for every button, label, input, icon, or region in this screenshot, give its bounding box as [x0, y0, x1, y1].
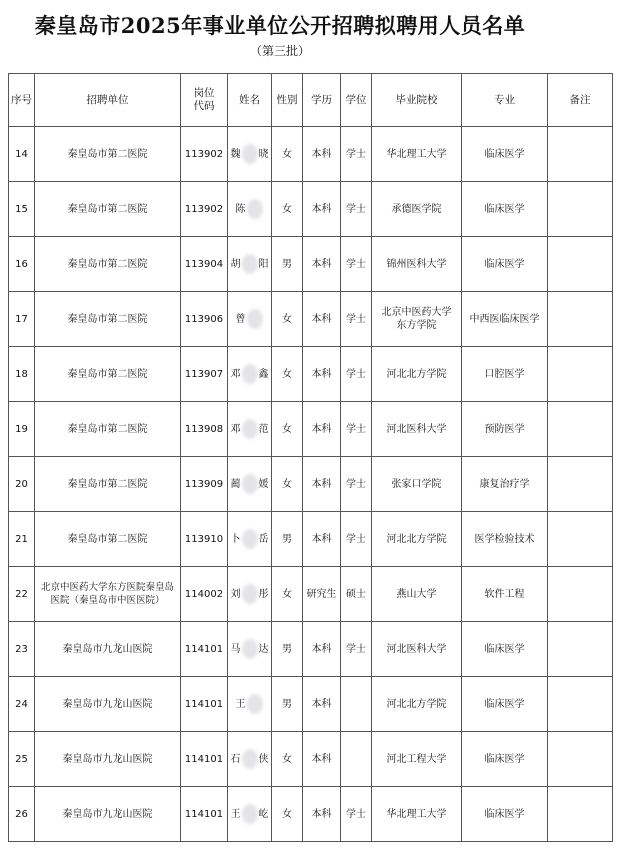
- cell-gender: 女: [272, 457, 303, 512]
- table-row: [9, 182, 613, 237]
- cell-code: 114101: [181, 732, 228, 787]
- cell-school: 河北医科大学: [372, 622, 462, 677]
- name-redaction-blur: [242, 804, 258, 824]
- name-redaction-blur: [247, 309, 263, 329]
- table-row: [9, 622, 613, 677]
- cell-edu: 本科: [303, 182, 341, 237]
- table-row: [9, 237, 613, 292]
- name-surname: 马: [230, 644, 241, 655]
- cell-name: [228, 567, 272, 622]
- name-redaction-blur: [242, 144, 258, 164]
- header-school: 毕业院校: [372, 74, 462, 127]
- cell-note: [548, 567, 613, 622]
- cell-gender: 男: [272, 237, 303, 292]
- cell-unit: 秦皇岛市九龙山医院: [35, 787, 181, 842]
- cell-unit: 秦皇岛市第二医院: [35, 512, 181, 567]
- cell-seq: 14: [9, 127, 35, 182]
- cell-degree: 学士: [341, 622, 372, 677]
- cell-name: [228, 732, 272, 787]
- cell-note: [548, 347, 613, 402]
- cell-unit: 秦皇岛市第二医院: [35, 457, 181, 512]
- name-redaction-blur: [242, 364, 258, 384]
- cell-note: [548, 182, 613, 237]
- cell-degree: 学士: [341, 787, 372, 842]
- name-redaction-blur: [242, 419, 258, 439]
- name-given: 岳: [258, 534, 269, 545]
- name-surname: 胡: [230, 259, 241, 270]
- cell-name: [228, 182, 272, 237]
- name-surname: 魏: [230, 149, 241, 160]
- cell-code: 113906: [181, 292, 228, 347]
- cell-code: 113909: [181, 457, 228, 512]
- cell-unit: 北京中医药大学东方医院秦皇岛医院（秦皇岛市中医医院）: [35, 567, 181, 622]
- cell-gender: 女: [272, 182, 303, 237]
- cell-note: [548, 512, 613, 567]
- cell-unit: 秦皇岛市九龙山医院: [35, 732, 181, 787]
- cell-code: 113907: [181, 347, 228, 402]
- cell-degree: 学士: [341, 457, 372, 512]
- header-seq: 序号: [9, 74, 35, 127]
- name-surname: 卜: [230, 534, 241, 545]
- cell-unit: 秦皇岛市第二医院: [35, 292, 181, 347]
- cell-major: 口腔医学: [462, 347, 548, 402]
- cell-code: 113902: [181, 127, 228, 182]
- cell-name: [228, 347, 272, 402]
- cell-edu: 本科: [303, 512, 341, 567]
- cell-name: [228, 127, 272, 182]
- cell-edu: 本科: [303, 787, 341, 842]
- cell-unit: 秦皇岛市第二医院: [35, 127, 181, 182]
- name-redaction-blur: [247, 694, 263, 714]
- cell-major: 临床医学: [462, 732, 548, 787]
- cell-code: 114002: [181, 567, 228, 622]
- cell-degree: [341, 677, 372, 732]
- cell-name: [228, 787, 272, 842]
- table-row: [9, 732, 613, 787]
- cell-degree: 学士: [341, 127, 372, 182]
- cell-gender: 女: [272, 127, 303, 182]
- header-code: 岗位代码: [181, 74, 228, 127]
- cell-seq: 17: [9, 292, 35, 347]
- cell-unit: 秦皇岛市第二医院: [35, 347, 181, 402]
- cell-seq: 20: [9, 457, 35, 512]
- cell-code: 114101: [181, 787, 228, 842]
- cell-unit: 秦皇岛市第二医院: [35, 237, 181, 292]
- name-redaction-blur: [242, 529, 258, 549]
- cell-school: 河北北方学院: [372, 677, 462, 732]
- cell-seq: 22: [9, 567, 35, 622]
- cell-school: 北京中医药大学东方学院: [372, 292, 462, 347]
- table-row: [9, 292, 613, 347]
- cell-school: 河北医科大学: [372, 402, 462, 457]
- cell-code: 113904: [181, 237, 228, 292]
- cell-seq: 24: [9, 677, 35, 732]
- name-redaction-blur: [242, 474, 258, 494]
- name-surname: 刘: [230, 589, 241, 600]
- cell-major: 临床医学: [462, 237, 548, 292]
- cell-seq: 25: [9, 732, 35, 787]
- cell-edu: 本科: [303, 347, 341, 402]
- name-given: 鑫: [258, 369, 269, 380]
- cell-major: 康复治疗学: [462, 457, 548, 512]
- cell-seq: 18: [9, 347, 35, 402]
- name-surname: 王: [235, 699, 246, 710]
- name-redaction-blur: [242, 749, 258, 769]
- cell-gender: 男: [272, 622, 303, 677]
- cell-edu: 本科: [303, 622, 341, 677]
- cell-degree: 学士: [341, 237, 372, 292]
- cell-name: [228, 677, 272, 732]
- cell-seq: 26: [9, 787, 35, 842]
- cell-unit: 秦皇岛市第二医院: [35, 402, 181, 457]
- name-given: 屹: [258, 809, 269, 820]
- cell-seq: 21: [9, 512, 35, 567]
- cell-edu: 本科: [303, 402, 341, 457]
- cell-degree: 学士: [341, 182, 372, 237]
- header-gender: 性别: [272, 74, 303, 127]
- cell-note: [548, 402, 613, 457]
- header-unit: 招聘单位: [35, 74, 181, 127]
- cell-edu: 本科: [303, 237, 341, 292]
- name-redaction-blur: [242, 639, 258, 659]
- cell-major: 中西医临床医学: [462, 292, 548, 347]
- header-major: 专业: [462, 74, 548, 127]
- cell-major: 临床医学: [462, 787, 548, 842]
- name-redaction-blur: [242, 254, 258, 274]
- cell-gender: 女: [272, 567, 303, 622]
- header-note: 备注: [548, 74, 613, 127]
- cell-gender: 男: [272, 677, 303, 732]
- cell-name: [228, 292, 272, 347]
- cell-gender: 女: [272, 402, 303, 457]
- cell-degree: 学士: [341, 292, 372, 347]
- cell-school: 燕山大学: [372, 567, 462, 622]
- cell-code: 113908: [181, 402, 228, 457]
- name-given: 达: [258, 644, 269, 655]
- name-surname: 蔺: [230, 479, 241, 490]
- cell-name: [228, 457, 272, 512]
- name-redaction-blur: [242, 584, 258, 604]
- cell-note: [548, 622, 613, 677]
- cell-unit: 秦皇岛市第二医院: [35, 182, 181, 237]
- name-given: 彤: [258, 589, 269, 600]
- cell-note: [548, 292, 613, 347]
- cell-degree: 学士: [341, 402, 372, 457]
- table-row: [9, 512, 613, 567]
- page-title: 秦皇岛市2025年事业单位公开招聘拟聘用人员名单: [34, 13, 526, 38]
- cell-degree: 学士: [341, 347, 372, 402]
- name-redaction-blur: [247, 199, 263, 219]
- cell-school: 河北工程大学: [372, 732, 462, 787]
- cell-edu: 研究生: [303, 567, 341, 622]
- cell-code: 114101: [181, 622, 228, 677]
- table-row: [9, 457, 613, 512]
- cell-edu: 本科: [303, 292, 341, 347]
- cell-code: 113902: [181, 182, 228, 237]
- cell-school: 河北北方学院: [372, 512, 462, 567]
- table-row: [9, 347, 613, 402]
- personnel-table: [8, 73, 613, 842]
- name-surname: 王: [230, 809, 241, 820]
- header-degree: 学位: [341, 74, 372, 127]
- cell-code: 114101: [181, 677, 228, 732]
- cell-name: [228, 402, 272, 457]
- name-surname: 石: [230, 754, 241, 765]
- cell-note: [548, 237, 613, 292]
- cell-seq: 15: [9, 182, 35, 237]
- cell-note: [548, 787, 613, 842]
- cell-gender: 女: [272, 732, 303, 787]
- cell-school: 锦州医科大学: [372, 237, 462, 292]
- page-subtitle: （第三批）: [249, 44, 310, 58]
- cell-school: 华北理工大学: [372, 787, 462, 842]
- name-surname: 陈: [235, 204, 246, 215]
- cell-gender: 女: [272, 787, 303, 842]
- cell-note: [548, 457, 613, 512]
- cell-seq: 19: [9, 402, 35, 457]
- cell-edu: 本科: [303, 677, 341, 732]
- cell-degree: [341, 732, 372, 787]
- cell-major: 临床医学: [462, 677, 548, 732]
- name-given: 侠: [258, 754, 269, 765]
- table-row: [9, 402, 613, 457]
- cell-degree: 硕士: [341, 567, 372, 622]
- table-header-row: [9, 74, 613, 127]
- cell-edu: 本科: [303, 732, 341, 787]
- cell-unit: 秦皇岛市九龙山医院: [35, 622, 181, 677]
- name-given: 媛: [258, 479, 269, 490]
- cell-major: 临床医学: [462, 622, 548, 677]
- cell-unit: 秦皇岛市九龙山医院: [35, 677, 181, 732]
- cell-school: 华北理工大学: [372, 127, 462, 182]
- cell-edu: 本科: [303, 127, 341, 182]
- cell-note: [548, 677, 613, 732]
- cell-name: [228, 512, 272, 567]
- cell-name: [228, 622, 272, 677]
- cell-gender: 女: [272, 292, 303, 347]
- cell-name: [228, 237, 272, 292]
- cell-major: 医学检验技术: [462, 512, 548, 567]
- cell-major: 临床医学: [462, 182, 548, 237]
- cell-edu: 本科: [303, 457, 341, 512]
- cell-seq: 16: [9, 237, 35, 292]
- name-given: 阳: [258, 259, 269, 270]
- table-row: [9, 787, 613, 842]
- table-row: [9, 567, 613, 622]
- cell-school: 河北北方学院: [372, 347, 462, 402]
- header-edu: 学历: [303, 74, 341, 127]
- table-row: [9, 677, 613, 732]
- cell-major: 软件工程: [462, 567, 548, 622]
- cell-major: 临床医学: [462, 127, 548, 182]
- cell-gender: 女: [272, 347, 303, 402]
- name-given: 晓: [258, 149, 269, 160]
- cell-seq: 23: [9, 622, 35, 677]
- cell-school: 张家口学院: [372, 457, 462, 512]
- table-row: [9, 127, 613, 182]
- cell-major: 预防医学: [462, 402, 548, 457]
- cell-note: [548, 127, 613, 182]
- cell-degree: 学士: [341, 512, 372, 567]
- name-given: 范: [258, 424, 269, 435]
- cell-code: 113910: [181, 512, 228, 567]
- header-name: 姓名: [228, 74, 272, 127]
- cell-gender: 男: [272, 512, 303, 567]
- cell-school: 承德医学院: [372, 182, 462, 237]
- cell-note: [548, 732, 613, 787]
- name-surname: 邓: [230, 369, 241, 380]
- name-surname: 曾: [235, 314, 246, 325]
- name-surname: 邓: [230, 424, 241, 435]
